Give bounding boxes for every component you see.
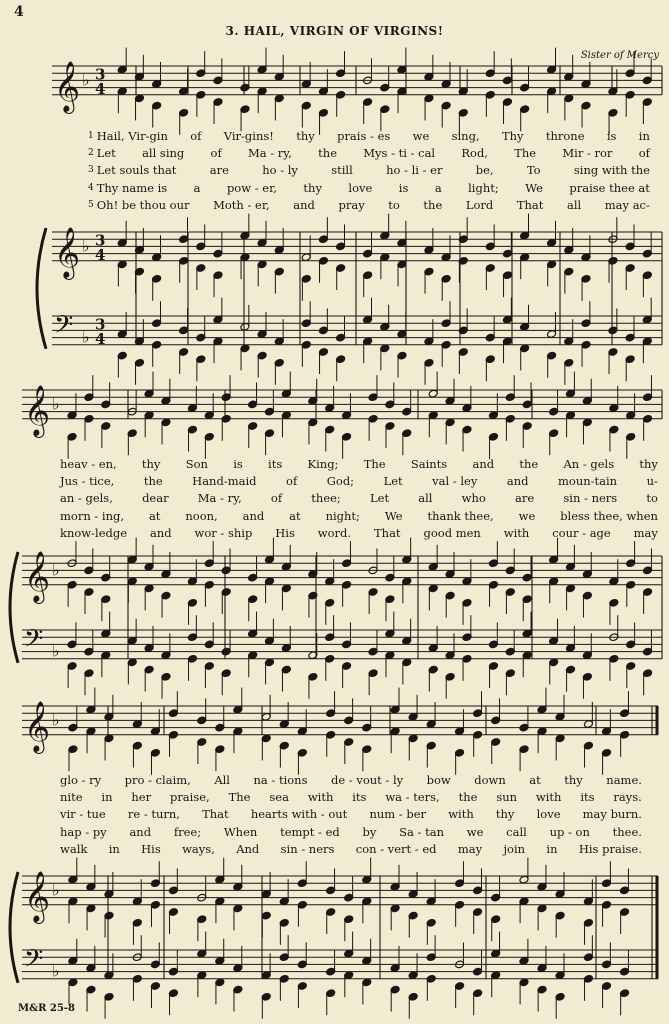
lyric-word: dear <box>142 491 169 506</box>
lyric-word: to <box>388 197 400 212</box>
lyric-word: sun <box>496 790 518 805</box>
lyric-word: its <box>352 790 367 805</box>
lyric-word: Vir-gins! <box>223 129 274 143</box>
lyric-word: down <box>474 773 506 787</box>
lyric-word: Jus - tice, <box>60 474 115 489</box>
lyric-word: up - on <box>549 824 590 839</box>
lyric-word: and <box>149 525 172 540</box>
lyric-line <box>88 197 650 214</box>
lyric-word: are <box>209 163 229 178</box>
lyric-word: That <box>202 807 229 822</box>
lyric-word: An - gels <box>563 457 615 471</box>
lyric-word: His <box>275 525 295 540</box>
lyric-text <box>60 508 658 525</box>
lyric-word: Ma - ry, <box>197 491 242 506</box>
lyric-word: may burn. <box>582 807 642 822</box>
lyric-text <box>97 128 650 145</box>
brace <box>37 228 46 349</box>
lyric-word: hap - py <box>60 824 107 839</box>
flat-icon: ♭ <box>82 327 90 347</box>
lyric-text <box>60 806 642 823</box>
lyric-word: we <box>518 508 536 523</box>
lyric-word: may ac- <box>604 197 650 212</box>
lyric-word: con - vert - ed <box>355 841 437 856</box>
lyric-word: Saints <box>410 457 448 471</box>
lyric-word: Hail, Vir-gin <box>96 129 168 143</box>
lyric-word: praise, <box>169 790 210 805</box>
lyric-line <box>60 806 642 823</box>
lyric-word: wa - ters, <box>385 790 440 805</box>
lyrics-system-1 <box>88 128 650 214</box>
lyric-line <box>60 824 642 841</box>
lyric-word: walk <box>60 841 88 856</box>
lyric-word: We <box>384 508 403 523</box>
lyric-word: throne <box>545 129 585 143</box>
treble-clef-icon: 𝄞 <box>24 870 51 922</box>
lyric-word: name. <box>606 773 642 787</box>
lyric-word: Moth - er, <box>213 197 270 212</box>
lyric-word: sin - ners <box>563 491 618 506</box>
lyric-word: The <box>514 146 537 161</box>
lyric-word: all sing <box>142 146 185 161</box>
lyric-word: and <box>472 457 495 471</box>
lyric-word: God; <box>326 474 355 489</box>
lyric-word: Hand-maid <box>192 474 257 489</box>
verse-number: 4 <box>88 182 94 193</box>
lyric-word: we <box>466 824 484 839</box>
verse-number: 1 <box>88 131 94 141</box>
lyric-word: we <box>412 129 430 143</box>
lyric-word: light; <box>468 180 499 195</box>
flat-icon: ♭ <box>82 236 90 256</box>
lyric-word: who <box>461 491 486 506</box>
lyric-word: and <box>293 197 315 212</box>
lyric-word: glo - ry <box>60 773 102 787</box>
treble-clef-icon: 𝄞 <box>54 226 81 278</box>
lyric-word: with <box>503 525 530 540</box>
lyric-word: heav - en, <box>60 457 117 471</box>
treble-clef-icon: 𝄞 <box>54 60 81 112</box>
hymn-title: 3. HAIL, VIRGIN OF VIRGINS! <box>225 24 444 38</box>
lyric-word: the <box>458 790 478 805</box>
lyric-word: Let <box>370 491 390 506</box>
time-signature: 3 <box>95 315 106 334</box>
lyric-text <box>97 197 650 214</box>
lyric-word: and <box>129 824 152 839</box>
lyric-text <box>60 456 658 473</box>
lyric-word: thy <box>639 457 658 471</box>
lyric-word: pow - er, <box>226 180 277 195</box>
lyric-word: at <box>148 508 161 523</box>
lyric-text <box>60 772 642 789</box>
lyric-word: That <box>374 525 401 540</box>
lyric-word: the <box>423 197 443 212</box>
lyric-word: His <box>141 841 161 856</box>
lyric-word: noon, <box>185 508 218 523</box>
lyric-word: Ma - ry, <box>247 146 292 161</box>
flat-icon: ♭ <box>82 70 90 90</box>
lyric-word: pro - claim, <box>124 773 191 787</box>
flat-icon: ♭ <box>52 710 60 730</box>
lyric-word: num - ber <box>369 807 427 822</box>
lyric-word: Thy <box>501 129 524 143</box>
lyric-line <box>88 180 650 197</box>
lyric-word: sing with the <box>573 163 650 178</box>
lyric-word: may <box>457 841 483 856</box>
lyric-line <box>60 508 658 525</box>
lyric-word: thy <box>564 773 583 787</box>
flat-icon: ♭ <box>52 394 60 414</box>
lyric-line <box>60 525 658 542</box>
lyric-word: hearts with - out <box>250 807 348 822</box>
bass-clef-icon: 𝄢 <box>24 624 44 660</box>
lyric-word: Thy name is <box>96 180 168 195</box>
lyric-word: and <box>242 508 265 523</box>
lyric-word: know-ledge <box>60 525 128 540</box>
lyric-word: its <box>580 790 595 805</box>
lyric-word: love <box>348 180 373 195</box>
lyric-word: be, <box>475 163 494 178</box>
lyric-word: at <box>289 508 301 523</box>
lyrics-system-3 <box>60 772 642 858</box>
lyric-word: thee; <box>311 491 341 506</box>
lyric-line <box>60 772 642 789</box>
lyric-word: thy <box>296 129 315 143</box>
flat-icon: ♭ <box>52 961 60 981</box>
bass-clef-icon: 𝄢 <box>24 944 44 980</box>
lyric-word: free; <box>173 824 202 839</box>
lyric-word: in <box>108 841 120 856</box>
lyric-word: the <box>519 457 539 471</box>
lyric-word: val - ley <box>432 474 478 489</box>
lyric-word: ho - li - er <box>386 163 443 178</box>
lyric-word: are <box>515 491 535 506</box>
verse-number: 2 <box>88 148 94 159</box>
lyric-word: of <box>190 129 202 143</box>
lyric-word: Rod, <box>461 146 488 161</box>
treble-clef-icon: 𝄞 <box>24 550 51 602</box>
lyric-word: of <box>638 146 650 161</box>
lyric-word: of <box>270 491 283 506</box>
lyric-word: thy <box>141 457 161 471</box>
lyric-word: cour - age <box>552 525 611 540</box>
lyric-word: is <box>398 180 409 195</box>
lyric-word: All <box>214 773 230 787</box>
lyric-word: join <box>503 841 526 856</box>
lyric-word: When <box>223 824 258 839</box>
lyric-word: Lord <box>465 197 494 212</box>
lyric-word: u- <box>646 474 658 489</box>
lyric-word: all <box>566 197 582 212</box>
lyric-word: in <box>638 129 650 143</box>
lyric-text <box>97 180 650 197</box>
lyric-word: The <box>363 457 386 471</box>
bass-clef-icon: 𝄢 <box>54 310 74 346</box>
lyric-word: Son <box>185 457 208 471</box>
lyric-word: ho - ly <box>262 163 298 178</box>
time-signature: 4 <box>95 329 106 348</box>
lyric-line <box>88 145 650 162</box>
lyric-word: with <box>535 790 562 805</box>
lyric-line <box>60 490 658 507</box>
lyric-word: at <box>529 773 541 787</box>
lyric-word: Let souls that <box>96 163 177 178</box>
lyric-word: We <box>525 180 543 195</box>
lyric-word: her <box>131 790 152 805</box>
time-signature: 4 <box>95 79 106 98</box>
lyric-text <box>60 525 658 542</box>
lyric-word: pray <box>338 197 365 212</box>
lyric-word: Mir - ror <box>562 146 613 161</box>
lyric-word: bow <box>426 773 451 787</box>
lyric-word: thank thee, <box>427 508 494 523</box>
composer-credit: Sister of Mercy <box>580 50 659 61</box>
lyric-word: still <box>331 163 353 178</box>
lyric-word: vir - tue <box>60 807 106 822</box>
brace <box>10 552 18 663</box>
lyric-word: praise thee at <box>569 180 650 195</box>
time-signature: 3 <box>95 65 106 84</box>
lyric-word: sea <box>269 790 289 805</box>
lyric-word: night; <box>325 508 360 523</box>
treble-clef-icon: 𝄞 <box>24 700 51 752</box>
lyric-word: of <box>286 474 298 489</box>
lyric-word: Oh! be thou our <box>96 197 190 212</box>
lyric-word: call <box>506 824 527 839</box>
lyric-word: morn - ing, <box>60 508 125 523</box>
lyric-word: Let <box>383 474 403 489</box>
lyric-word: Mys - ti - cal <box>363 146 436 161</box>
lyric-word: the <box>143 474 163 489</box>
lyric-word: nite <box>60 790 83 805</box>
verse-number: 5 <box>88 199 94 210</box>
lyric-line <box>60 789 642 806</box>
flat-icon: ♭ <box>52 880 60 900</box>
time-signature: 3 <box>95 231 106 250</box>
lyric-word: and <box>506 474 529 489</box>
treble-clef-icon: 𝄞 <box>24 384 51 436</box>
lyric-line <box>60 841 642 858</box>
lyric-word: sing, <box>451 129 480 143</box>
lyric-word: bless thee, when <box>560 508 658 523</box>
page-number: 4 <box>14 4 24 20</box>
flat-icon: ♭ <box>52 560 60 580</box>
lyric-word: all <box>418 491 433 506</box>
lyric-text <box>97 162 650 179</box>
lyric-word: To <box>526 163 541 178</box>
publisher-code: M&R 25-8 <box>18 1003 75 1014</box>
lyric-text <box>60 824 642 841</box>
lyric-word: the <box>318 146 338 161</box>
lyric-word: sin - ners <box>280 841 335 856</box>
lyric-word: love <box>536 807 561 822</box>
lyric-line <box>60 456 658 473</box>
brace <box>10 872 18 983</box>
lyric-word: re - turn, <box>127 807 180 822</box>
lyric-word: of <box>210 146 222 161</box>
lyrics-system-2 <box>60 456 658 542</box>
lyric-word: thy <box>303 180 322 195</box>
lyric-word: in <box>101 790 113 805</box>
lyric-word: The <box>228 790 251 805</box>
lyric-word: de - vout - ly <box>330 773 404 787</box>
lyric-word: in <box>546 841 558 856</box>
lyric-word: ways, <box>182 841 215 856</box>
lyric-word: an - gels, <box>60 491 113 506</box>
lyric-word: is <box>606 129 617 143</box>
lyric-word: thy <box>495 807 515 822</box>
lyric-word: Let <box>96 146 116 161</box>
lyric-word: moun-tain <box>557 474 618 489</box>
verse-number: 3 <box>88 165 94 176</box>
lyric-word: a <box>434 180 442 195</box>
lyric-line <box>88 162 650 179</box>
lyric-text <box>60 789 642 806</box>
lyric-word: is <box>233 457 243 471</box>
lyric-word: thee. <box>612 824 642 839</box>
lyric-word: with <box>307 790 334 805</box>
lyric-word: rays. <box>613 790 642 805</box>
lyric-word: prais - es <box>337 129 391 143</box>
lyric-word: wor - ship <box>194 525 253 540</box>
lyric-word: na - tions <box>253 773 308 787</box>
lyric-text <box>60 841 642 858</box>
lyric-word: King; <box>307 457 339 471</box>
lyric-word: tempt - ed <box>280 824 340 839</box>
lyric-word: may <box>633 525 658 540</box>
lyric-line <box>60 473 658 490</box>
lyric-word: good men <box>423 525 481 540</box>
lyric-word: to <box>646 491 658 506</box>
lyric-word: its <box>268 457 283 471</box>
lyric-line <box>88 128 650 145</box>
lyric-word: That <box>516 197 544 212</box>
lyric-text <box>60 490 658 507</box>
lyric-word: His praise. <box>578 841 642 856</box>
lyric-word: Sa - tan <box>399 824 444 839</box>
time-signature: 4 <box>95 245 106 264</box>
lyric-text <box>97 145 650 162</box>
lyric-word: by <box>362 824 377 839</box>
lyric-text <box>60 473 658 490</box>
lyric-word: a <box>193 180 201 195</box>
lyric-word: with <box>448 807 474 822</box>
lyric-word: word. <box>317 525 352 540</box>
lyric-word: And <box>236 841 260 856</box>
flat-icon: ♭ <box>52 641 60 661</box>
